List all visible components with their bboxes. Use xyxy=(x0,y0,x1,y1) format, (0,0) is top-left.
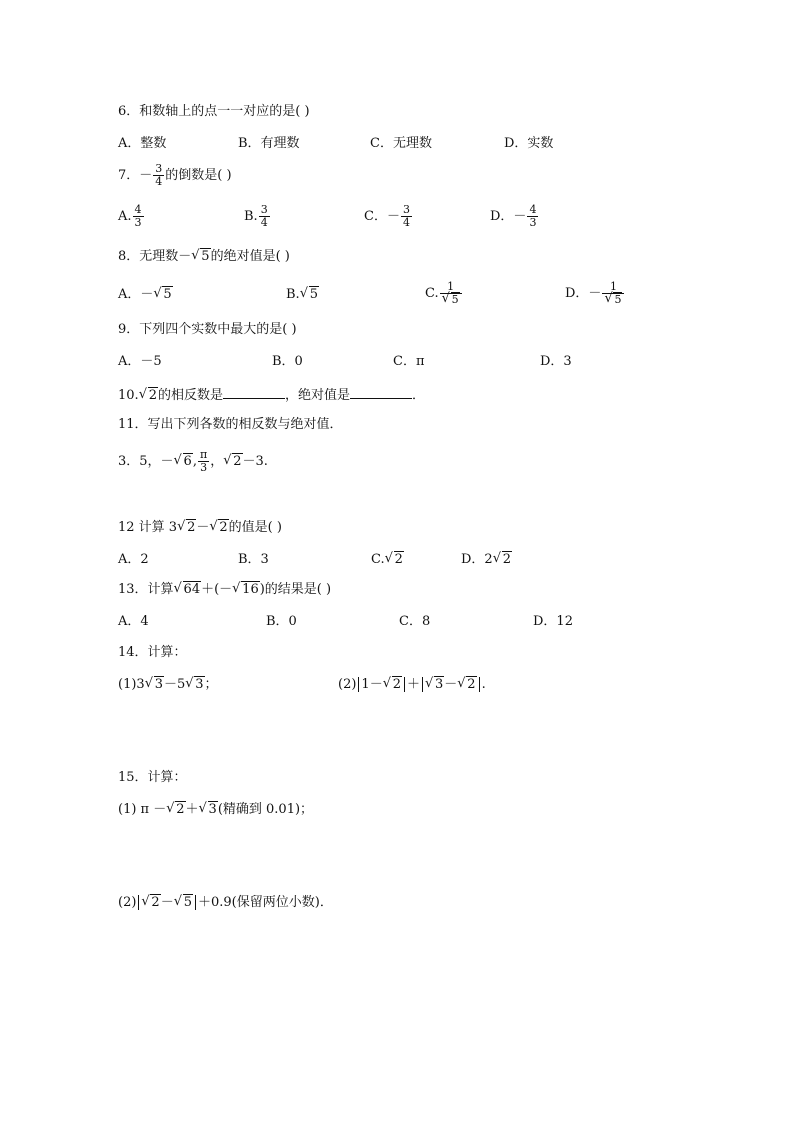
q6-option-a: A．整数 xyxy=(118,136,167,151)
q12-option-b: B．3 xyxy=(238,552,269,567)
q14-p1-prefix: (1)3 xyxy=(118,677,145,692)
q14-p2-plus: ＋ xyxy=(406,677,420,692)
q8-d-num: 1 xyxy=(602,281,624,294)
q10-text-1: 的相反数是 xyxy=(157,388,223,403)
q11-comma-2: ， xyxy=(210,454,224,469)
q8-d-den xyxy=(602,294,624,306)
question-6-stem: 6．和数轴上的点一一对应的是( ) xyxy=(118,104,310,119)
q12-option-a: A．2 xyxy=(118,552,149,567)
q13-middle: ＋(－ xyxy=(201,582,233,597)
question-13-stem xyxy=(118,582,331,598)
q15-part-2 xyxy=(118,895,333,911)
q15-p1-radicand-3: 3 xyxy=(208,802,217,817)
q8-b-sqrt xyxy=(301,287,319,303)
q10-blank-1[interactable] xyxy=(223,386,285,399)
q12-c-radicand: 2 xyxy=(394,552,403,567)
question-9-stem: 9．下列四个实数中最大的是( ) xyxy=(118,322,297,337)
q14-p1-middle: －5 xyxy=(163,677,186,692)
q13-option-d: D．12 xyxy=(533,614,573,629)
question-12-stem xyxy=(118,520,282,536)
q8-c-num: 1 xyxy=(440,281,462,294)
abs-bar-right-2 xyxy=(479,677,480,692)
q8-option-b xyxy=(286,287,319,303)
q7-c-den: 4 xyxy=(402,216,410,229)
q7-c-num: 3 xyxy=(402,203,410,216)
q11-sqrt-6 xyxy=(175,454,193,470)
question-7-stem xyxy=(118,163,232,188)
q15-p1-suffix: (精确到 0.01)； xyxy=(217,802,314,817)
q8-c-sqrt xyxy=(443,294,460,306)
q11-pi-den: 3 xyxy=(200,461,208,474)
q12-d-label: D．2 xyxy=(461,552,493,567)
q8-c-fraction xyxy=(440,281,462,306)
q8-d-radicand: 5 xyxy=(614,293,622,306)
q11-item-last: －3. xyxy=(242,454,268,469)
q14-p2-term-a: 1－ xyxy=(361,677,383,692)
q15-p2-prefix: (2) xyxy=(118,895,137,910)
q6-option-c: C．无理数 xyxy=(370,136,432,151)
q15-p2-minus: － xyxy=(160,895,174,910)
q7-d-den: 3 xyxy=(529,216,537,229)
q14-p2-radicand-1: 2 xyxy=(392,677,401,692)
q12-prefix: 12 计算 3 xyxy=(118,520,178,535)
abs-bar-left-3 xyxy=(138,895,139,910)
q14-p1-radicand-2: 3 xyxy=(195,677,204,692)
q8-a-label: A．－ xyxy=(118,287,154,302)
q13-sqrt-16 xyxy=(233,582,260,598)
q7-fraction xyxy=(153,163,164,188)
q9-option-d: D．3 xyxy=(540,354,572,369)
q15-p1-sqrt-2 xyxy=(167,802,185,818)
q9-option-a: A．－5 xyxy=(118,354,162,369)
q13-option-a: A．4 xyxy=(118,614,149,629)
q7-b-num: 3 xyxy=(260,203,268,216)
q9-option-c: C．π xyxy=(393,354,425,369)
q14-p1-sqrt-2 xyxy=(186,677,204,693)
q6-option-d: D．实数 xyxy=(504,136,554,151)
abs-bar-left-1 xyxy=(358,677,359,692)
q7-d-num: 4 xyxy=(529,203,537,216)
abs-bar-left-2 xyxy=(422,677,423,692)
q11-sqrt-2 xyxy=(224,454,242,470)
q8-suffix: 的绝对值是( ) xyxy=(210,249,290,264)
q8-c-label: C. xyxy=(425,286,439,301)
q7-d-fraction xyxy=(527,204,538,229)
q8-d-fraction xyxy=(602,281,624,306)
q10-text-2: ，绝对值是 xyxy=(284,388,350,403)
q7-denominator: 4 xyxy=(155,175,163,188)
q15-p2-radicand-2: 2 xyxy=(151,895,160,910)
abs-bar-right-1 xyxy=(404,677,405,692)
q14-p2-radicand-3: 2 xyxy=(467,677,476,692)
q11-number-list xyxy=(118,449,268,474)
q14-p2-sqrt-3 xyxy=(458,677,476,693)
q12-radicand-2: 2 xyxy=(219,520,228,535)
q15-p2-sqrt-2 xyxy=(142,895,160,911)
q8-a-sqrt xyxy=(154,287,172,303)
q15-p1-radicand-2: 2 xyxy=(176,802,185,817)
q12-d-radicand: 2 xyxy=(502,552,511,567)
q14-part-2 xyxy=(338,677,486,693)
q7-d-label: D．－ xyxy=(490,209,527,224)
q7-b-label: B. xyxy=(244,209,258,224)
q7-option-c xyxy=(364,204,413,229)
q15-part-1 xyxy=(118,802,313,818)
question-14-stem: 14．计算： xyxy=(118,645,187,660)
q15-p1-sqrt-3 xyxy=(200,802,218,818)
q14-p1-sqrt-1 xyxy=(146,677,164,693)
q14-p2-minus: － xyxy=(444,677,458,692)
q8-a-radicand: 5 xyxy=(163,287,172,302)
q8-c-den xyxy=(440,294,462,306)
q8-radicand: 5 xyxy=(201,249,210,264)
q7-b-den: 4 xyxy=(260,216,268,229)
q7-b-fraction xyxy=(259,204,270,229)
q11-radicand-2: 2 xyxy=(233,454,242,469)
question-10-stem xyxy=(118,386,425,404)
q7-a-den: 3 xyxy=(134,216,142,229)
q11-comma: , xyxy=(192,454,197,469)
q14-p2-sqrt-1 xyxy=(384,677,402,693)
question-11-stem: 11．写出下列各数的相反数与绝对值． xyxy=(118,417,343,432)
q8-option-c xyxy=(425,281,463,306)
q13-prefix: 13．计算 xyxy=(118,582,174,597)
q13-sqrt-64 xyxy=(175,582,202,598)
q7-a-num: 4 xyxy=(134,203,142,216)
q12-suffix: 的值是( ) xyxy=(228,520,282,535)
q9-option-b: B．0 xyxy=(272,354,303,369)
q10-end: ． xyxy=(412,388,426,403)
question-15-stem: 15．计算： xyxy=(118,770,187,785)
q8-b-label: B. xyxy=(286,287,300,302)
q15-p2-sqrt-5 xyxy=(175,895,193,911)
q7-suffix: 的倒数是( ) xyxy=(165,168,232,183)
q15-p1-plus: ＋ xyxy=(185,802,199,817)
q14-p2-sqrt-2 xyxy=(426,677,444,693)
q11-radicand-6: 6 xyxy=(183,454,192,469)
q8-c-radicand: 5 xyxy=(451,293,459,306)
q13-suffix: )的结果是( ) xyxy=(259,582,332,597)
q14-p2-prefix: (2) xyxy=(338,677,357,692)
q8-option-a xyxy=(118,287,173,303)
q13-radicand-16: 16 xyxy=(242,582,259,597)
q6-option-b: B．有理数 xyxy=(238,136,300,151)
q7-numerator: 3 xyxy=(155,162,163,175)
q15-p1-prefix: (1) π － xyxy=(118,802,167,817)
q15-p2-suffix: ＋0.9(保留两位小数)． xyxy=(198,895,333,910)
q14-p1-end: ； xyxy=(204,677,218,692)
q12-option-d xyxy=(461,552,512,568)
q12-c-sqrt xyxy=(386,552,404,568)
q12-option-c xyxy=(371,552,404,568)
q13-option-b: B．0 xyxy=(266,614,297,629)
question-8-stem xyxy=(118,249,290,265)
q14-p2-radicand-2: 3 xyxy=(435,677,444,692)
q12-sqrt-1 xyxy=(178,520,196,536)
q7-a-fraction xyxy=(133,204,144,229)
q12-radicand-1: 2 xyxy=(187,520,196,535)
q7-c-label: C．－ xyxy=(364,209,400,224)
q8-sqrt xyxy=(192,249,210,265)
q10-number: 10. xyxy=(118,388,139,403)
q7-a-label: A. xyxy=(118,209,132,224)
q12-sqrt-2 xyxy=(210,520,228,536)
q7-c-fraction xyxy=(401,204,412,229)
q11-pi-num: π xyxy=(199,448,208,461)
q14-part-1 xyxy=(118,677,218,693)
q8-b-radicand: 5 xyxy=(309,287,318,302)
q12-d-sqrt xyxy=(494,552,512,568)
q10-radicand: 2 xyxy=(148,388,157,403)
abs-bar-right-3 xyxy=(195,895,196,910)
q8-d-sqrt xyxy=(605,294,622,306)
q10-blank-2[interactable] xyxy=(350,386,412,399)
q10-sqrt xyxy=(140,388,158,404)
q14-p2-end: . xyxy=(481,677,486,692)
q15-p2-radicand-5: 5 xyxy=(183,895,192,910)
q8-option-d xyxy=(565,281,625,306)
q11-pi-fraction xyxy=(198,449,209,474)
q11-item-1: 3．5，－ xyxy=(118,454,174,469)
q13-option-c: C．8 xyxy=(399,614,431,629)
q12-minus: － xyxy=(196,520,210,535)
q13-radicand-64: 64 xyxy=(183,582,201,597)
q7-option-d xyxy=(490,204,539,229)
q12-c-label: C. xyxy=(371,552,385,567)
q7-option-a xyxy=(118,204,145,229)
q7-prefix: 7．－ xyxy=(118,168,153,183)
q8-prefix: 8．无理数－ xyxy=(118,249,192,264)
q8-d-label: D．－ xyxy=(565,286,602,301)
q7-option-b xyxy=(244,204,271,229)
q14-p1-radicand-1: 3 xyxy=(154,677,163,692)
